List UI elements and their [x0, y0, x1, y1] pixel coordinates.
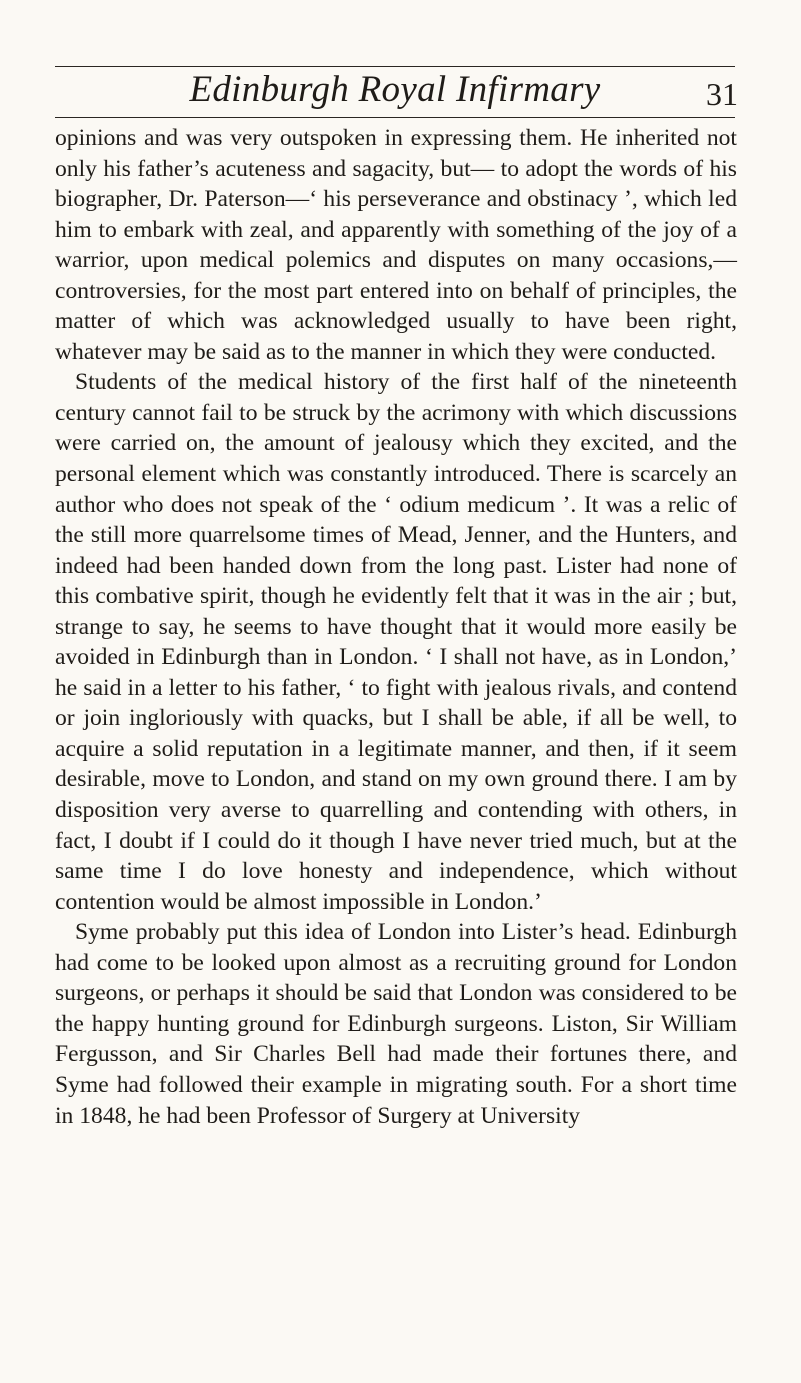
body-text: [55, 123, 737, 1131]
header-rule: [55, 117, 735, 118]
paragraph-2: Students of the medical history of the first half of the nineteenth century cannot fail to be struck by the acrimony with which discussions were carried on, the amount of jealousy which they excited, and the personal element which was constantly introduced. There is scarcely an author who does not speak of the ‘ odium medicum ’. It was a relic of the still more quarrelsome times of Mead, Jenner, and the Hunters, and indeed had been handed down from the long past. Lister had none of this combative spirit, though he evidently felt that it was in the air ; but, strange to say, he seems to have thought that it would more easily be avoided in Edinburgh than in London. ‘ I shall not have, as in London,’ he said in a letter to his father, ‘ to fight with jealous rivals, and contend or join ingloriously with quacks, but I shall be able, if all be well, to acquire a solid reputation in a legitimate manner, and then, if it seem desirable, move to London, and stand on my own ground there. I am by disposition very averse to quarrelling and contending with others, in fact, I doubt if I could do it though I have never tried much, but at the same time I do love honesty and independence, which without contention would be almost impossible in London.’: [55, 369, 737, 915]
page-number: 31: [706, 76, 738, 112]
running-title: Edinburgh Royal Infirmary: [189, 69, 601, 110]
running-header: [55, 66, 738, 118]
paragraph-3: Syme probably put this idea of London into Lister’s head. Edinburgh had come to be looked upon almost as a recruiting ground for London surgeons, or perhaps it should be said that London was considered to be the happy hunting ground for Edinburgh surgeons. Liston, Sir William Fergusson, and Sir Charles Bell had made their fortunes there, and Syme had followed their example in migrating south. For a short time in 1848, he had been Professor of Surgery at University: [55, 919, 737, 1129]
paragraph-1: opinions and was very outspoken in expressing them. He inherited not only his father’s acuteness and sagacity, but— to adopt the words of his biographer, Dr. Paterson—‘ his perseverance and obstinacy ’, which led him to embark with zeal, and apparently with something of the joy of a warrior, upon medical polemics and disputes on many occasions,— controversies, for the most part entered into on behalf of principles, the matter of which was acknowledged usually to have been right, whatever may be said as to the manner in which they were conducted.: [55, 125, 737, 365]
